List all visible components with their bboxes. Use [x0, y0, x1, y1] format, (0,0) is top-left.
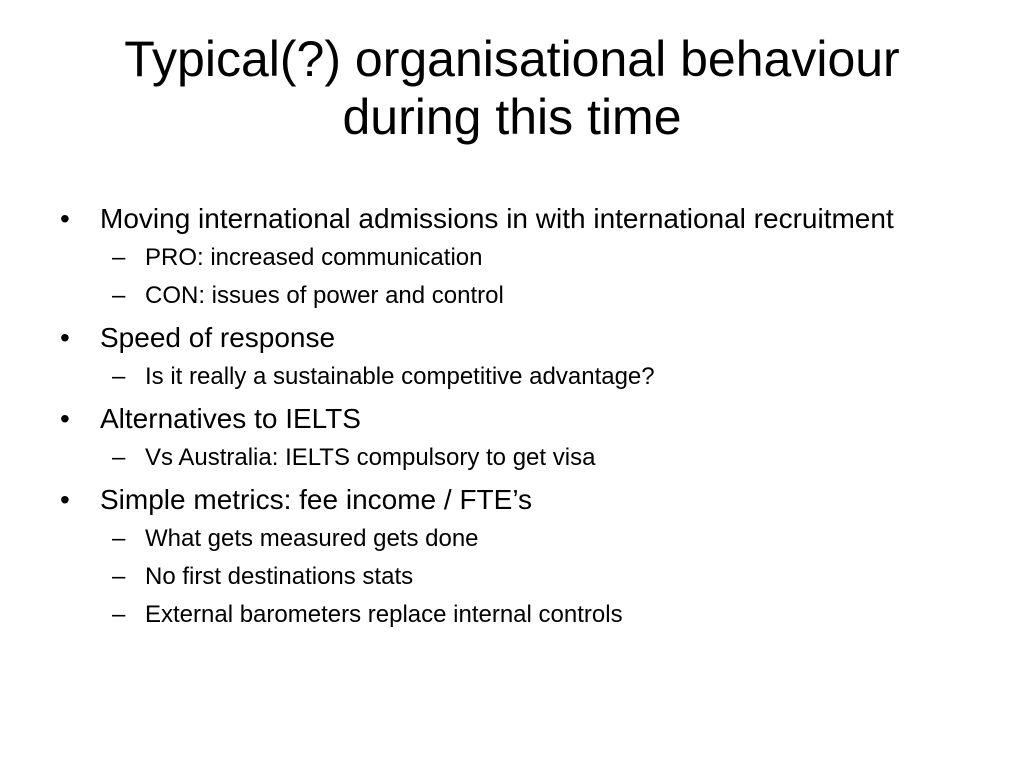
- bullet-icon: •: [60, 403, 70, 434]
- dash-icon: –: [112, 525, 126, 552]
- sub-bullet-text: Is it really a sustainable competitive advantage?: [145, 363, 655, 390]
- bullet-text: Alternatives to IELTS: [100, 403, 361, 434]
- sub-bullet-text: CON: issues of power and control: [145, 282, 504, 309]
- dash-icon: –: [112, 563, 126, 590]
- sub-bullet-item: [100, 358, 958, 396]
- slide-title: [40, 30, 984, 146]
- bullet-item: [58, 200, 958, 315]
- dash-icon: –: [112, 244, 126, 271]
- sub-bullet-item: [100, 277, 958, 315]
- sub-bullet-item: [100, 239, 958, 277]
- sub-bullet-list: [100, 439, 958, 477]
- sub-bullet-list: [100, 239, 958, 315]
- sub-bullet-list: [100, 358, 958, 396]
- sub-bullet-text: Vs Australia: IELTS compulsory to get visa: [145, 444, 596, 471]
- sub-bullet-item: [100, 439, 958, 477]
- bullet-icon: •: [60, 203, 70, 234]
- sub-bullet-item: [100, 596, 958, 634]
- dash-icon: –: [112, 282, 126, 309]
- sub-bullet-item: [100, 520, 958, 558]
- dash-icon: –: [112, 444, 126, 471]
- sub-bullet-text: PRO: increased communication: [145, 244, 483, 271]
- sub-bullet-text: External barometers replace internal controls: [145, 601, 623, 628]
- bullet-icon: •: [60, 484, 70, 515]
- bullet-text: Simple metrics: fee income / FTE’s: [100, 484, 533, 515]
- bullet-list: [58, 200, 958, 638]
- sub-bullet-list: [100, 520, 958, 634]
- dash-icon: –: [112, 601, 126, 628]
- bullet-icon: •: [60, 322, 70, 353]
- slide-title-line-1: Typical(?) organisational behaviour: [124, 31, 900, 87]
- bullet-text: Speed of response: [100, 322, 336, 353]
- sub-bullet-text: What gets measured gets done: [145, 525, 479, 552]
- bullet-item: [58, 319, 958, 396]
- dash-icon: –: [112, 363, 126, 390]
- bullet-item: [58, 481, 958, 634]
- bullet-item: [58, 400, 958, 477]
- slide-title-line-2: during this time: [342, 89, 682, 145]
- bullet-text: Moving international admissions in with international recruitment: [100, 203, 894, 234]
- sub-bullet-item: [100, 558, 958, 596]
- sub-bullet-text: No first destinations stats: [145, 563, 414, 590]
